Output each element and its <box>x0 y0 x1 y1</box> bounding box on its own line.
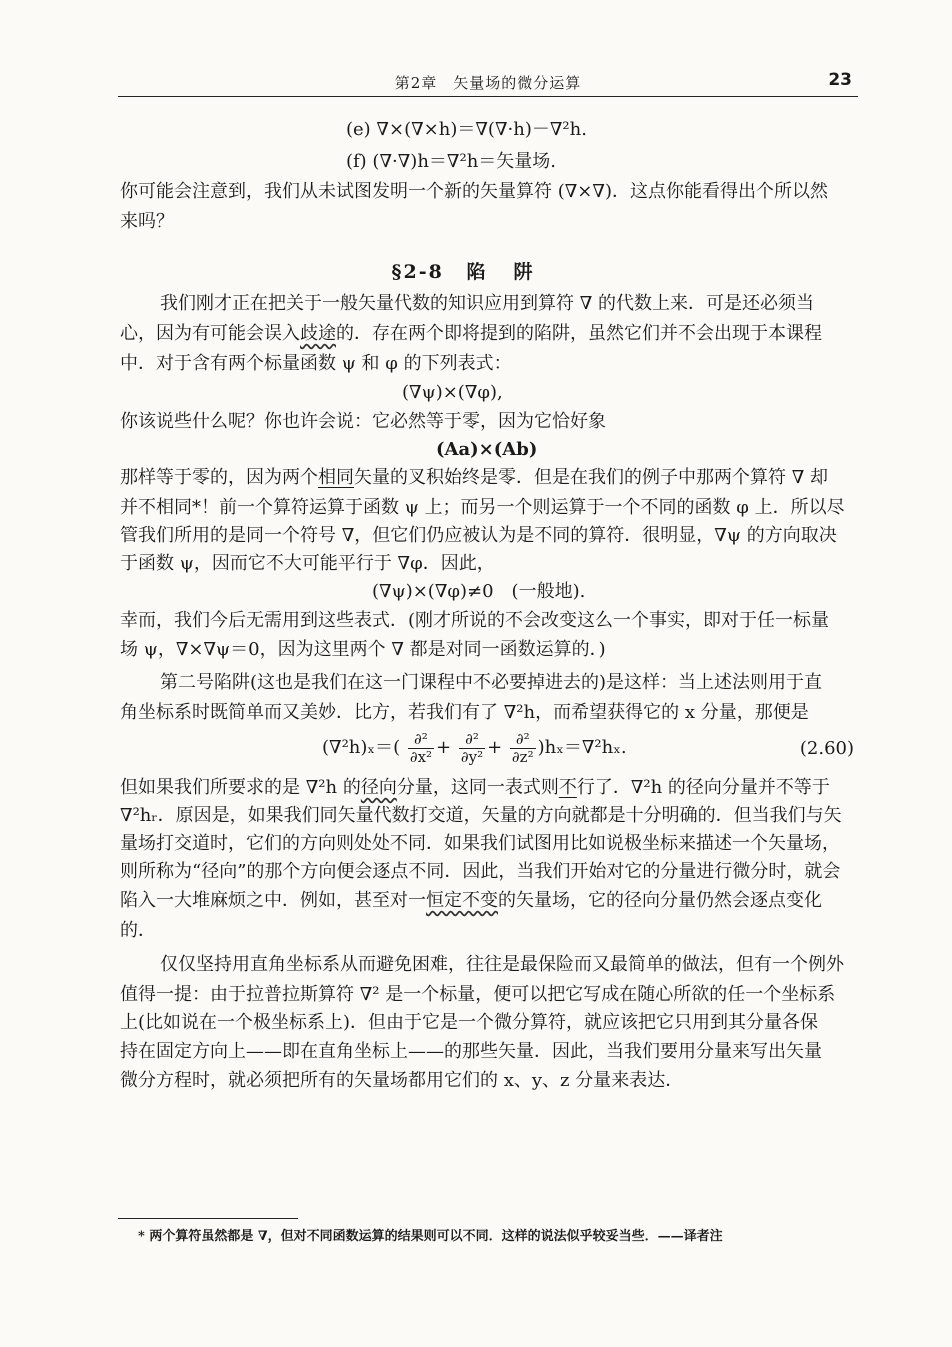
equation-nonzero: (∇ψ)×(∇φ)≠0 (一般地). <box>372 581 586 602</box>
equation-f: (f) (∇·∇)h＝∇²h＝矢量场. <box>346 151 557 172</box>
section-number: §2-8 <box>391 261 444 283</box>
equation-laplacian-x: (∇²h)ₓ＝( $\frac{\text{∂²}}{\text{∂x²}}$ + $\frac{\text{∂²}}{\text{∂y²}}$ + $\frac{\text{∂²}}{\text{∂z²}}$ )hₓ＝∇²hₓ. <box>322 729 627 766</box>
para4-line-2: 场 ψ，∇×∇ψ＝0，因为这里两个 ∇ 都是对同一函数运算的．) <box>120 639 606 660</box>
equation-e: (e) ∇×(∇×h)＝∇(∇·h)－∇²h. <box>346 119 587 140</box>
para3-line-4: 于函数 ψ，因而它不大可能平行于 ∇φ．因此， <box>120 553 495 574</box>
equation-Aa-Ab: (Aa)×(Ab) <box>436 439 538 460</box>
para6-line-3: 量场打交道时，它们的方向则处处不同．如果我们试图用比如说极坐标来描述一个矢量场， <box>120 833 840 854</box>
intro-line-1: 你可能会注意到，我们从未试图发明一个新的矢量算符 (∇×∇)．这点你能看得出个所以然 <box>120 181 828 202</box>
para6-line-4: 则所称为“径向”的那个方向便会逐点不同．因此，当我们开始对它的分量进行微分时，就会 <box>120 861 841 882</box>
chapter-title: 第2章 矢量场的微分运算 <box>394 74 582 92</box>
running-header <box>118 66 858 97</box>
footnote: * 两个算符虽然都是 ∇，但对不同函数运算的结果则可以不同．这样的说法似乎较妥当些．——译者注 <box>138 1229 723 1244</box>
para5-line-2: 角坐标系时既简单而又美妙．比方，若我们有了 ∇²h，而希望获得它的 x 分量，那便是 <box>120 702 809 723</box>
para5-line-1: 第二号陷阱(这也是我们在这一门课程中不必要掉进去的)是这样：当上述法则用于直 <box>160 672 823 693</box>
para1-line-3: 中．对于含有两个标量函数 ψ 和 φ 的下列表式： <box>120 353 512 374</box>
para6-line-5: 陷入一大堆麻烦之中．例如，甚至对一恒定不变的矢量场，它的径向分量仍然会逐点变化 <box>120 890 822 911</box>
para7-line-2: 值得一提：由于拉普拉斯算符 ∇² 是一个标量，便可以把它写成在随心所欲的任一个坐标系 <box>120 984 836 1005</box>
footnote-divider <box>118 1218 298 1219</box>
para3-line-2: 并不相同*！前一个算符运算于函数 ψ 上；而另一个则运算于一个不同的函数 φ 上．所以尽 <box>120 497 845 518</box>
equation-number: (2.60) <box>799 738 854 759</box>
para3-line-1: 那样等于零的，因为两个相同矢量的叉积始终是零．但是在我们的例子中那两个算符 ∇ 却 <box>120 467 829 488</box>
para1-line-1: 我们刚才正在把关于一般矢量代数的知识应用到算符 ∇ 的代数上来．可是还必须当 <box>160 293 815 314</box>
para6-line-2: ∇²hᵣ．原因是，如果我们同矢量代数打交道，矢量的方向就都是十分明确的．但当我们与矢 <box>120 805 842 826</box>
section-name: 陷阱 <box>466 261 561 283</box>
para1-line-2: 心，因为有可能会误入歧途的．存在两个即将提到的陷阱，虽然它们并不会出现于本课程 <box>120 323 822 344</box>
para4-line-1: 幸而，我们今后无需用到这些表式．(刚才所说的不会改变这么一个事实，即对于任一标量 <box>120 610 830 631</box>
page-number: 23 <box>828 70 852 90</box>
para2-line-1: 你该说些什么呢？你也许会说：它必然等于零，因为它恰好象 <box>120 411 606 432</box>
para7-line-1: 仅仅坚持用直角坐标系从而避免困难，往往是最保险而又最简单的做法，但有一个例外 <box>160 954 844 975</box>
section-heading <box>0 257 952 284</box>
para7-line-5: 微分方程时，就必须把所有的矢量场都用它们的 x、y、z 分量来表达． <box>120 1070 684 1091</box>
equation-cross-grad: (∇ψ)×(∇φ), <box>402 382 503 403</box>
para3-line-3: 管我们所用的是同一个符号 ∇，但它们仍应被认为是不同的算符．很明显，∇ψ 的方向取决 <box>120 525 837 546</box>
intro-line-2: 来吗？ <box>120 211 174 232</box>
para7-line-3: 上(比如说在一个极坐标系上)．但由于它是一个微分算符，就应该把它只用到其分量各保 <box>120 1012 819 1033</box>
para7-line-4: 持在固定方向上——即在直角坐标上——的那些矢量．因此，当我们要用分量来写出矢量 <box>120 1041 822 1062</box>
para6-line-1: 但如果我们所要求的是 ∇²h 的径向分量，这同一表式则不行了．∇²h 的径向分量并不等于 <box>120 777 830 798</box>
para6-line-6: 的． <box>120 920 156 941</box>
